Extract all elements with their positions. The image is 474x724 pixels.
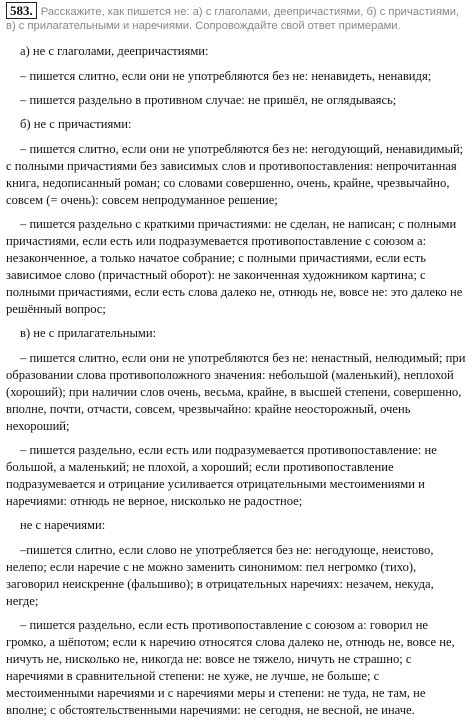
rule-paragraph: –пишется слитно, если слово не употребляется без не: негодующе, неистово, нелепо; если наречие с не можно заменить синонимом: пел негромко (тихо), заговорил неискренне (фальшиво); в отрицательных наречиях: незачем, некуда, негде;: [6, 543, 434, 608]
rule-paragraph: – пишется слитно, если они не употребляются без не: негодующий, ненавидимый; с полными причастиями без зависимых слов и противопоставления: непрочитанная книга, недописанный роман; со словами совершенно, очень, крайне, чрезвычайно, совсем (= очень): совсем непродуманное решение;: [6, 142, 464, 207]
section-heading-verbs: а) не с глаголами, деепричастиями:: [20, 44, 209, 58]
task-number: 583.: [6, 2, 37, 19]
task-prompt: Расскажите, как пишется не: а) с глаголами, деепричастиями, б) с причастиями, в) с прилагательными и наречиями. Сопровождайте свой ответ примерами.: [6, 6, 460, 32]
rule-paragraph: – пишется раздельно, если есть противопоставление с союзом а: говорил не громко, а шёпотом; если к наречию относятся слова далеко не, отнюдь не, вовсе не, ничуть не, нисколько не, никогда не: вовсе не тяжело, ничуть не страшно; с наречиями в сравнительной степени: не хуже, не лучше, не больше; с местоименными наречиями и с наречиями меры и степени: не туда, не там, не вполне; с обстоятельственными наречиями: не сегодня, не весной, не иначе.: [6, 618, 455, 717]
task-header: [6, 2, 468, 33]
section-heading-participles: б) не с причастиями:: [20, 117, 132, 131]
rule-paragraph: – пишется слитно, если они не употребляются без не: ненавидеть, ненавидя;: [20, 69, 432, 83]
section-heading-adverbs: не с наречиями:: [20, 518, 106, 532]
rule-paragraph: – пишется раздельно, если есть или подразумевается противопоставление: не большой, а маленький; не плохой, а хороший; если противопоставление подразумевается и отрицание усиливается отрицательными местоимениями и наречиями: отнюдь не верное, нисколько не радостное;: [6, 443, 437, 508]
rule-paragraph: – пишется слитно, если они не употребляются без не: ненастный, нелюдимый; при образовании слова противоположного значения: небольшой (маленький), неплохой (хороший); при наличии слов очень, весьма, крайне, в высшей степени, совершенно, вполне, почти, отчасти, совсем, чрезвычайно: крайне неосторожный, очень нехороший;: [6, 351, 466, 433]
section-heading-adjectives: в) не с прилагательными:: [20, 326, 157, 340]
rule-paragraph: – пишется раздельно с краткими причастиями: не сделан, не написан; с полными причастиями, если есть или подразумевается противопоставление с союзом а: незаконченное, а только начатое собрание; с полными причастиями, если есть зависимое слово (причастный оборот): не законченная художником картина; с полными причастиями, если есть слова далеко не, отнюдь не, вовсе не: это далеко не решённый вопрос;: [6, 217, 463, 316]
rule-paragraph: – пишется раздельно в противном случае: не пришёл, не оглядываясь;: [20, 93, 397, 107]
